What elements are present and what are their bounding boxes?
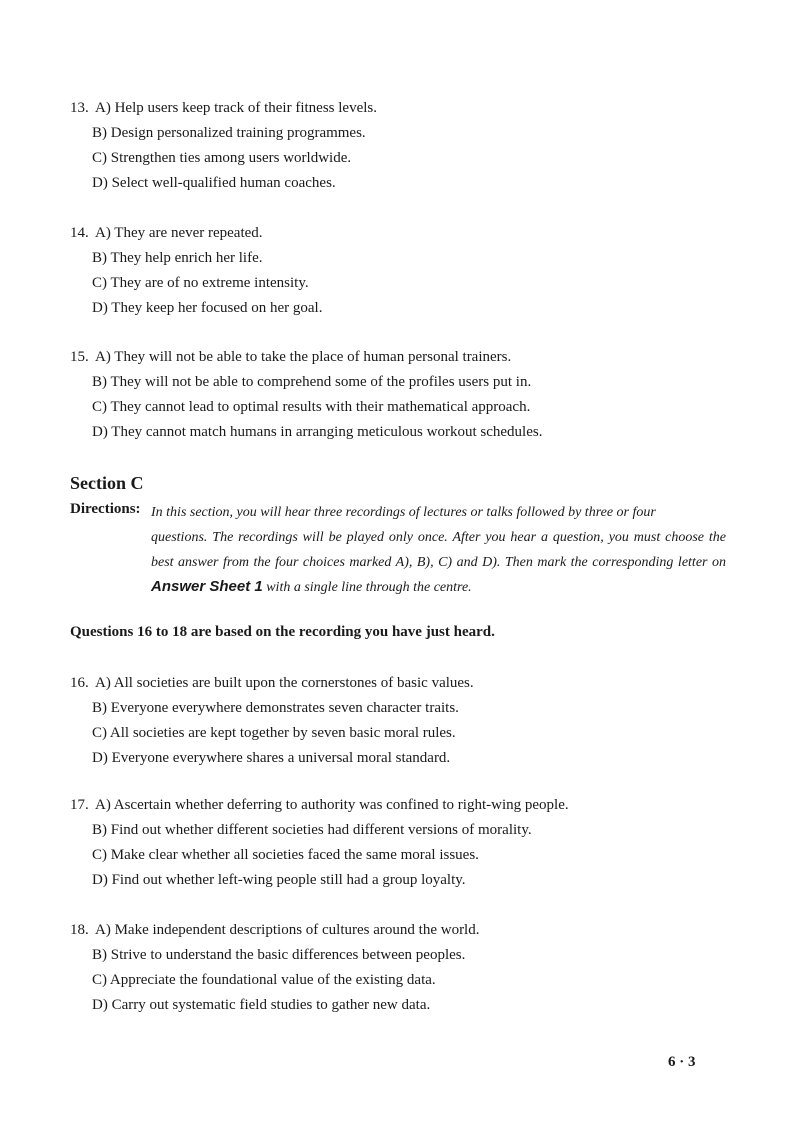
question-17-option-b: B) Find out whether different societies had different versions of morality. <box>92 822 532 838</box>
question-15-option-b: B) They will not be able to comprehend some of the profiles users put in. <box>92 374 532 390</box>
directions-text <box>151 526 726 601</box>
question-13-option-b: B) Design personalized training programmes. <box>92 125 366 141</box>
question-17-option-d: D) Find out whether left-wing people still had a group loyalty. <box>92 872 466 888</box>
question-14-option-c: C) They are of no extreme intensity. <box>92 275 309 291</box>
questions-heading: Questions 16 to 18 are based on the recording you have just heard. <box>70 624 495 640</box>
question-18-number: 18. <box>70 922 89 938</box>
question-16-option-d: D) Everyone everywhere shares a universal moral standard. <box>92 750 451 766</box>
question-14-number: 14. <box>70 225 89 241</box>
question-14-option-b: B) They help enrich her life. <box>92 250 263 266</box>
question-16-option-c: C) All societies are kept together by seven basic moral rules. <box>92 725 456 741</box>
directions-text-end: with a single line through the centre. <box>266 580 472 595</box>
question-13-option-a: 13. A) Help users keep track of their fitness levels. <box>70 100 377 116</box>
answer-sheet-label: Answer Sheet 1 <box>151 578 263 595</box>
page-number: 6 · 3 <box>668 1054 696 1070</box>
question-17-number: 17. <box>70 797 89 813</box>
question-17-option-c: C) Make clear whether all societies faced the same moral issues. <box>92 847 479 863</box>
question-13-number: 13. <box>70 100 89 116</box>
question-16-option-b: B) Everyone everywhere demonstrates seven character traits. <box>92 700 459 716</box>
directions-text-body: questions. The recordings will be played only once. After you hear a question, you must choose the best answer from the four choices marked A), B), C) and D). Then mark the corresponding letter on <box>151 530 726 570</box>
question-14-option-d: D) They keep her focused on her goal. <box>92 300 323 316</box>
question-15-option-d: D) They cannot match humans in arranging meticulous workout schedules. <box>92 424 543 440</box>
question-16-number: 16. <box>70 675 89 691</box>
question-13 <box>70 101 760 201</box>
question-16-option-a: 16. A) All societies are built upon the cornerstones of basic values. <box>70 675 474 691</box>
section-title: Section C <box>70 473 144 493</box>
question-13-option-c: C) Strengthen ties among users worldwide. <box>92 150 352 166</box>
question-15 <box>70 350 760 450</box>
question-18-option-c: C) Appreciate the foundational value of the existing data. <box>92 972 436 988</box>
question-17 <box>70 798 760 898</box>
question-14-option-a: 14. A) They are never repeated. <box>70 225 263 241</box>
question-18-option-b: B) Strive to understand the basic differences between peoples. <box>92 947 466 963</box>
question-18-option-a: 18. A) Make independent descriptions of cultures around the world. <box>70 922 480 938</box>
question-17-option-a: 17. A) Ascertain whether deferring to authority was confined to right-wing people. <box>70 797 569 813</box>
question-16 <box>70 676 760 776</box>
question-18-option-d: D) Carry out systematic field studies to gather new data. <box>92 997 431 1013</box>
question-14 <box>70 226 760 326</box>
question-13-option-d: D) Select well-qualified human coaches. <box>92 175 336 191</box>
question-15-option-c: C) They cannot lead to optimal results with their mathematical approach. <box>92 399 531 415</box>
question-18 <box>70 923 760 1023</box>
question-15-option-a: 15. A) They will not be able to take the place of human personal trainers. <box>70 349 512 365</box>
directions-text-line-1: In this section, you will hear three recordings of lectures or talks followed by three or four <box>151 505 656 520</box>
question-15-number: 15. <box>70 349 89 365</box>
directions-label: Directions: <box>70 501 141 517</box>
